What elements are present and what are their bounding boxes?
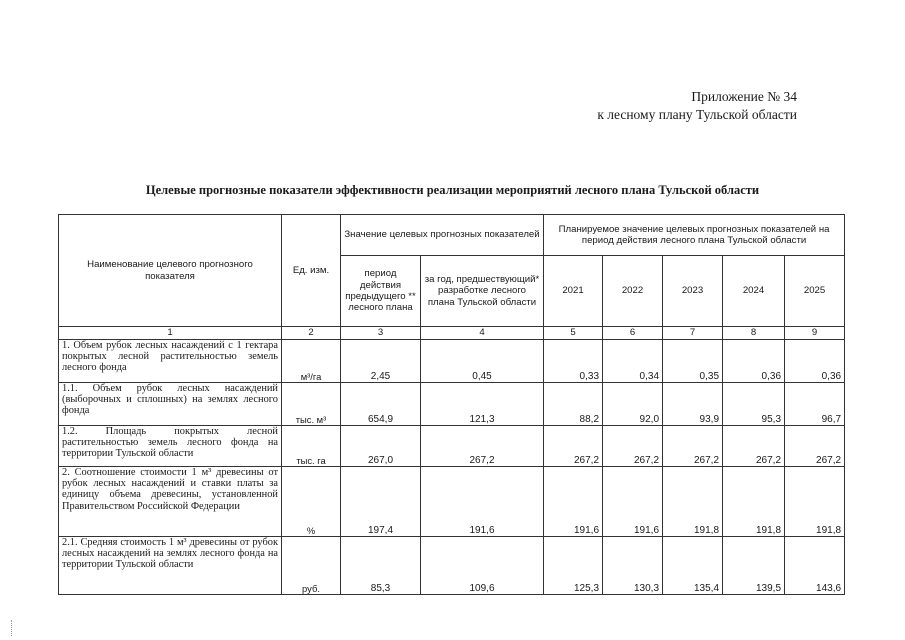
- appendix-caption: [597, 88, 797, 124]
- value-cell: 197,4: [341, 467, 421, 537]
- value-cell: 267,0: [341, 426, 421, 467]
- table-row: [59, 467, 845, 537]
- value-cell: 191,8: [785, 467, 845, 537]
- value-cell: 267,2: [785, 426, 845, 467]
- value-cell: 93,9: [663, 383, 723, 426]
- column-number: 2: [282, 327, 341, 340]
- value-cell: 267,2: [723, 426, 785, 467]
- value-cell: 267,2: [663, 426, 723, 467]
- indicator-name: 1.2. Площадь покрытых лесной растительностью земель лесного фонда на территории Тульской области: [59, 426, 282, 467]
- indicator-unit: %: [282, 467, 341, 537]
- value-cell: 654,9: [341, 383, 421, 426]
- value-cell: 0,34: [603, 340, 663, 383]
- value-cell: 95,3: [723, 383, 785, 426]
- header-year-2021: 2021: [544, 256, 603, 327]
- value-cell: 121,3: [421, 383, 544, 426]
- header-planned-group: Планируемое значение целевых прогнозных показателей на период действия лесного плана Тульской области: [544, 215, 845, 256]
- column-number: 5: [544, 327, 603, 340]
- indicator-unit: м³/га: [282, 340, 341, 383]
- value-cell: 191,6: [544, 467, 603, 537]
- indicator-unit: тыс. га: [282, 426, 341, 467]
- value-cell: 130,3: [603, 537, 663, 595]
- column-number: 3: [341, 327, 421, 340]
- header-year-2025: 2025: [785, 256, 845, 327]
- indicator-name: 2.1. Средняя стоимость 1 м³ древесины от рубок лесных насаждений на землях лесного фонда на территории Тульской области: [59, 537, 282, 595]
- value-cell: 191,8: [723, 467, 785, 537]
- value-cell: 0,36: [785, 340, 845, 383]
- column-number: 6: [603, 327, 663, 340]
- value-cell: 96,7: [785, 383, 845, 426]
- column-numbers-row: [59, 327, 845, 340]
- value-cell: 139,5: [723, 537, 785, 595]
- header-year-2024: 2024: [723, 256, 785, 327]
- value-cell: 143,6: [785, 537, 845, 595]
- header-year-before: за год, предшествующий* разработке лесного плана Тульской области: [421, 256, 544, 327]
- table-row: [59, 340, 845, 383]
- value-cell: 2,45: [341, 340, 421, 383]
- indicator-name: 1. Объем рубок лесных насаждений с 1 гектара покрытых лесной растительностью земель лесного фонда: [59, 340, 282, 383]
- value-cell: 267,2: [421, 426, 544, 467]
- table-row: [59, 537, 845, 595]
- scan-margin-mark: [11, 620, 13, 636]
- header-year-2022: 2022: [603, 256, 663, 327]
- value-cell: 191,6: [603, 467, 663, 537]
- value-cell: 267,2: [603, 426, 663, 467]
- indicators-table: [58, 214, 845, 595]
- value-cell: 267,2: [544, 426, 603, 467]
- indicator-name: 2. Соотношение стоимости 1 м³ древесины от рубок лесных насаждений и ставки платы за единицу объема древесины, установленной Правительством Российской Федерации: [59, 467, 282, 537]
- value-cell: 92,0: [603, 383, 663, 426]
- column-number: 4: [421, 327, 544, 340]
- appendix-number: Приложение № 34: [691, 89, 797, 104]
- header-year-2023: 2023: [663, 256, 723, 327]
- column-number: 1: [59, 327, 282, 340]
- header-prev-period: период действия предыдущего ** лесного плана: [341, 256, 421, 327]
- value-cell: 191,6: [421, 467, 544, 537]
- indicator-unit: руб.: [282, 537, 341, 595]
- column-number: 7: [663, 327, 723, 340]
- value-cell: 0,36: [723, 340, 785, 383]
- value-cell: 125,3: [544, 537, 603, 595]
- value-cell: 88,2: [544, 383, 603, 426]
- table-row: [59, 426, 845, 467]
- column-number: 9: [785, 327, 845, 340]
- indicator-name: 1.1. Объем рубок лесных насаждений (выборочных и сплошных) на землях лесного фонда: [59, 383, 282, 426]
- value-cell: 0,45: [421, 340, 544, 383]
- header-value-group: Значение целевых прогнозных показателей: [341, 215, 544, 256]
- header-name: Наименование целевого прогнозного показателя: [59, 215, 282, 327]
- value-cell: 0,35: [663, 340, 723, 383]
- value-cell: 135,4: [663, 537, 723, 595]
- appendix-reference: к лесному плану Тульской области: [597, 107, 797, 122]
- header-unit: Ед. изм.: [282, 215, 341, 327]
- document-title: Целевые прогнозные показатели эффективности реализации мероприятий лесного плана Тульской области: [145, 183, 760, 197]
- value-cell: 109,6: [421, 537, 544, 595]
- value-cell: 0,33: [544, 340, 603, 383]
- value-cell: 85,3: [341, 537, 421, 595]
- table-row: [59, 383, 845, 426]
- column-number: 8: [723, 327, 785, 340]
- indicator-unit: тыс. м³: [282, 383, 341, 426]
- value-cell: 191,8: [663, 467, 723, 537]
